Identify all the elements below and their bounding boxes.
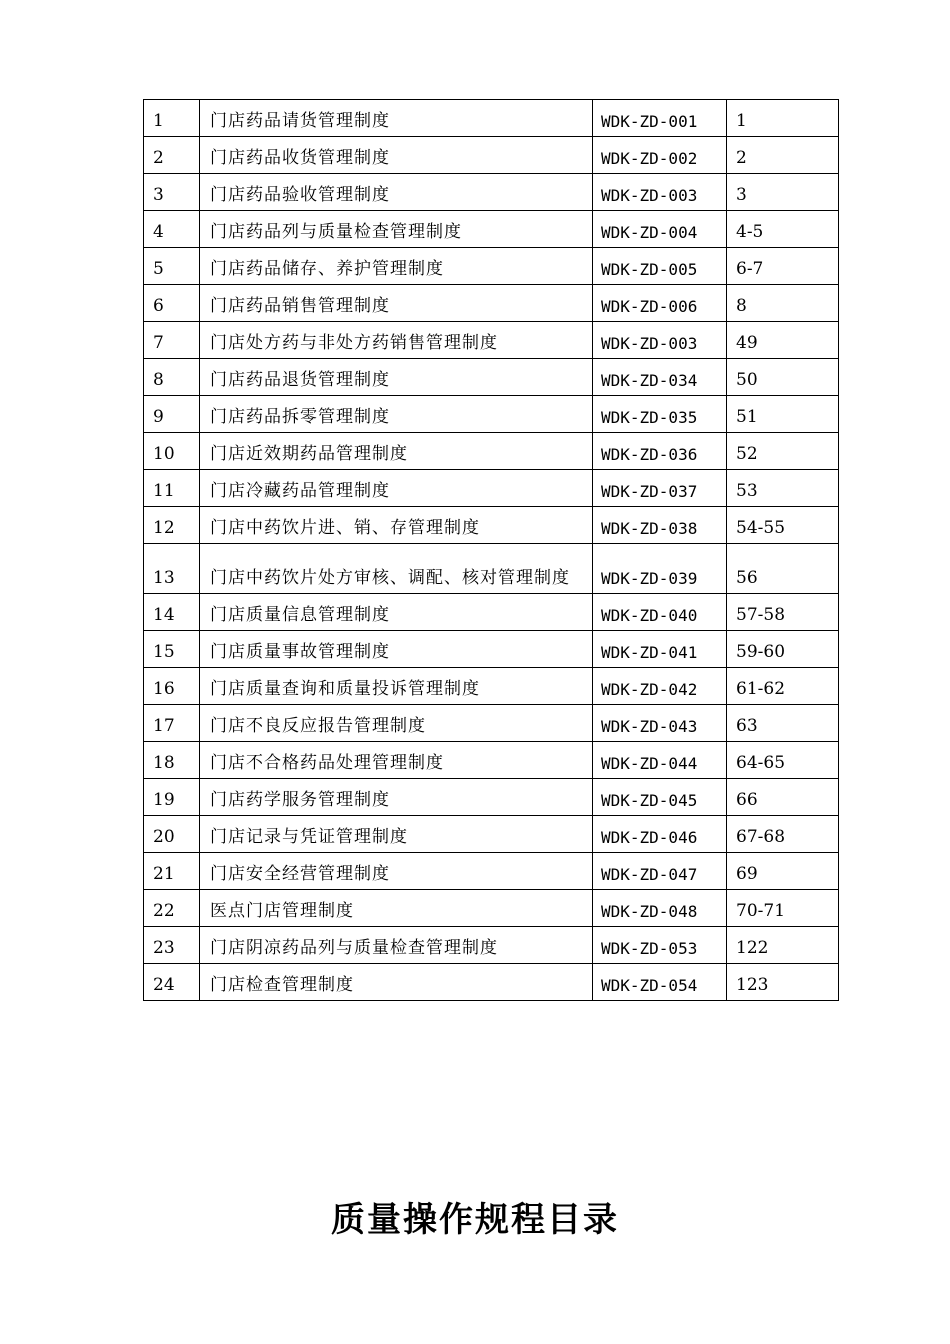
regulation-title: 门店质量事故管理制度 [200,631,593,668]
document-code: WDK-ZD-004 [593,211,727,248]
regulation-title: 门店药品列与质量检查管理制度 [200,211,593,248]
row-number: 12 [144,507,200,544]
table-row [144,927,839,964]
regulation-title: 门店药品请货管理制度 [200,100,593,137]
page-reference: 4-5 [727,211,839,248]
table-row [144,594,839,631]
regulation-title: 门店中药饮片处方审核、调配、核对管理制度 [200,544,593,594]
toc-table [143,99,839,1001]
document-code: WDK-ZD-038 [593,507,727,544]
document-code: WDK-ZD-054 [593,964,727,1001]
page-reference: 49 [727,322,839,359]
table-row [144,359,839,396]
row-number: 5 [144,248,200,285]
row-number: 10 [144,433,200,470]
page-reference: 52 [727,433,839,470]
row-number: 4 [144,211,200,248]
document-code: WDK-ZD-046 [593,816,727,853]
document-code: WDK-ZD-045 [593,779,727,816]
document-code: WDK-ZD-047 [593,853,727,890]
page-reference: 64-65 [727,742,839,779]
table-row [144,631,839,668]
table-row [144,668,839,705]
table-row [144,285,839,322]
regulation-title: 门店药品收货管理制度 [200,137,593,174]
document-code: WDK-ZD-041 [593,631,727,668]
table-row [144,544,839,594]
page-reference: 63 [727,705,839,742]
regulation-title: 门店药品退货管理制度 [200,359,593,396]
regulation-title: 门店药品储存、养护管理制度 [200,248,593,285]
row-number: 15 [144,631,200,668]
table-row [144,742,839,779]
regulation-title: 门店质量信息管理制度 [200,594,593,631]
document-code: WDK-ZD-001 [593,100,727,137]
regulation-title: 门店药品拆零管理制度 [200,396,593,433]
table-row [144,853,839,890]
table-row [144,433,839,470]
page-reference: 53 [727,470,839,507]
table-row [144,964,839,1001]
regulation-title: 门店药学服务管理制度 [200,779,593,816]
toc-table-body [144,100,839,1001]
document-code: WDK-ZD-043 [593,705,727,742]
page-reference: 69 [727,853,839,890]
page-reference: 70-71 [727,890,839,927]
table-row [144,174,839,211]
regulation-title: 门店中药饮片进、销、存管理制度 [200,507,593,544]
page-reference: 56 [727,544,839,594]
table-row [144,507,839,544]
page-reference: 50 [727,359,839,396]
row-number: 1 [144,100,200,137]
row-number: 17 [144,705,200,742]
regulation-title: 医点门店管理制度 [200,890,593,927]
document-code: WDK-ZD-039 [593,544,727,594]
page-reference: 6-7 [727,248,839,285]
regulation-title: 门店质量查询和质量投诉管理制度 [200,668,593,705]
page-reference: 8 [727,285,839,322]
row-number: 14 [144,594,200,631]
row-number: 7 [144,322,200,359]
document-code: WDK-ZD-006 [593,285,727,322]
regulation-title: 门店阴凉药品列与质量检查管理制度 [200,927,593,964]
table-row [144,100,839,137]
page-reference: 123 [727,964,839,1001]
row-number: 20 [144,816,200,853]
regulation-title: 门店近效期药品管理制度 [200,433,593,470]
regulation-title: 门店冷藏药品管理制度 [200,470,593,507]
regulation-title: 门店药品销售管理制度 [200,285,593,322]
document-code: WDK-ZD-053 [593,927,727,964]
page-reference: 2 [727,137,839,174]
document-code: WDK-ZD-048 [593,890,727,927]
regulation-title: 门店检查管理制度 [200,964,593,1001]
table-row [144,705,839,742]
page-reference: 57-58 [727,594,839,631]
row-number: 13 [144,544,200,594]
row-number: 16 [144,668,200,705]
table-row [144,211,839,248]
table-row [144,396,839,433]
regulation-title: 门店药品验收管理制度 [200,174,593,211]
page-reference: 66 [727,779,839,816]
table-row [144,137,839,174]
page-reference: 59-60 [727,631,839,668]
regulation-title: 门店不合格药品处理管理制度 [200,742,593,779]
document-code: WDK-ZD-036 [593,433,727,470]
row-number: 8 [144,359,200,396]
row-number: 6 [144,285,200,322]
row-number: 9 [144,396,200,433]
document-code: WDK-ZD-035 [593,396,727,433]
regulation-title: 门店安全经营管理制度 [200,853,593,890]
document-code: WDK-ZD-005 [593,248,727,285]
page-reference: 54-55 [727,507,839,544]
document-code: WDK-ZD-037 [593,470,727,507]
document-code: WDK-ZD-044 [593,742,727,779]
row-number: 2 [144,137,200,174]
page-reference: 67-68 [727,816,839,853]
document-code: WDK-ZD-040 [593,594,727,631]
page-reference: 1 [727,100,839,137]
table-row [144,470,839,507]
row-number: 19 [144,779,200,816]
row-number: 11 [144,470,200,507]
page-reference: 122 [727,927,839,964]
table-row [144,779,839,816]
table-row [144,322,839,359]
regulation-title: 门店处方药与非处方药销售管理制度 [200,322,593,359]
section-heading: 质量操作规程目录 [331,1200,619,1240]
regulation-title: 门店不良反应报告管理制度 [200,705,593,742]
document-code: WDK-ZD-003 [593,322,727,359]
table-row [144,890,839,927]
document-code: WDK-ZD-042 [593,668,727,705]
row-number: 18 [144,742,200,779]
document-code: WDK-ZD-003 [593,174,727,211]
row-number: 24 [144,964,200,1001]
table-row [144,248,839,285]
document-code: WDK-ZD-002 [593,137,727,174]
row-number: 21 [144,853,200,890]
row-number: 23 [144,927,200,964]
page-reference: 51 [727,396,839,433]
document-code: WDK-ZD-034 [593,359,727,396]
regulation-title: 门店记录与凭证管理制度 [200,816,593,853]
page-reference: 3 [727,174,839,211]
table-row [144,816,839,853]
row-number: 22 [144,890,200,927]
page-reference: 61-62 [727,668,839,705]
row-number: 3 [144,174,200,211]
